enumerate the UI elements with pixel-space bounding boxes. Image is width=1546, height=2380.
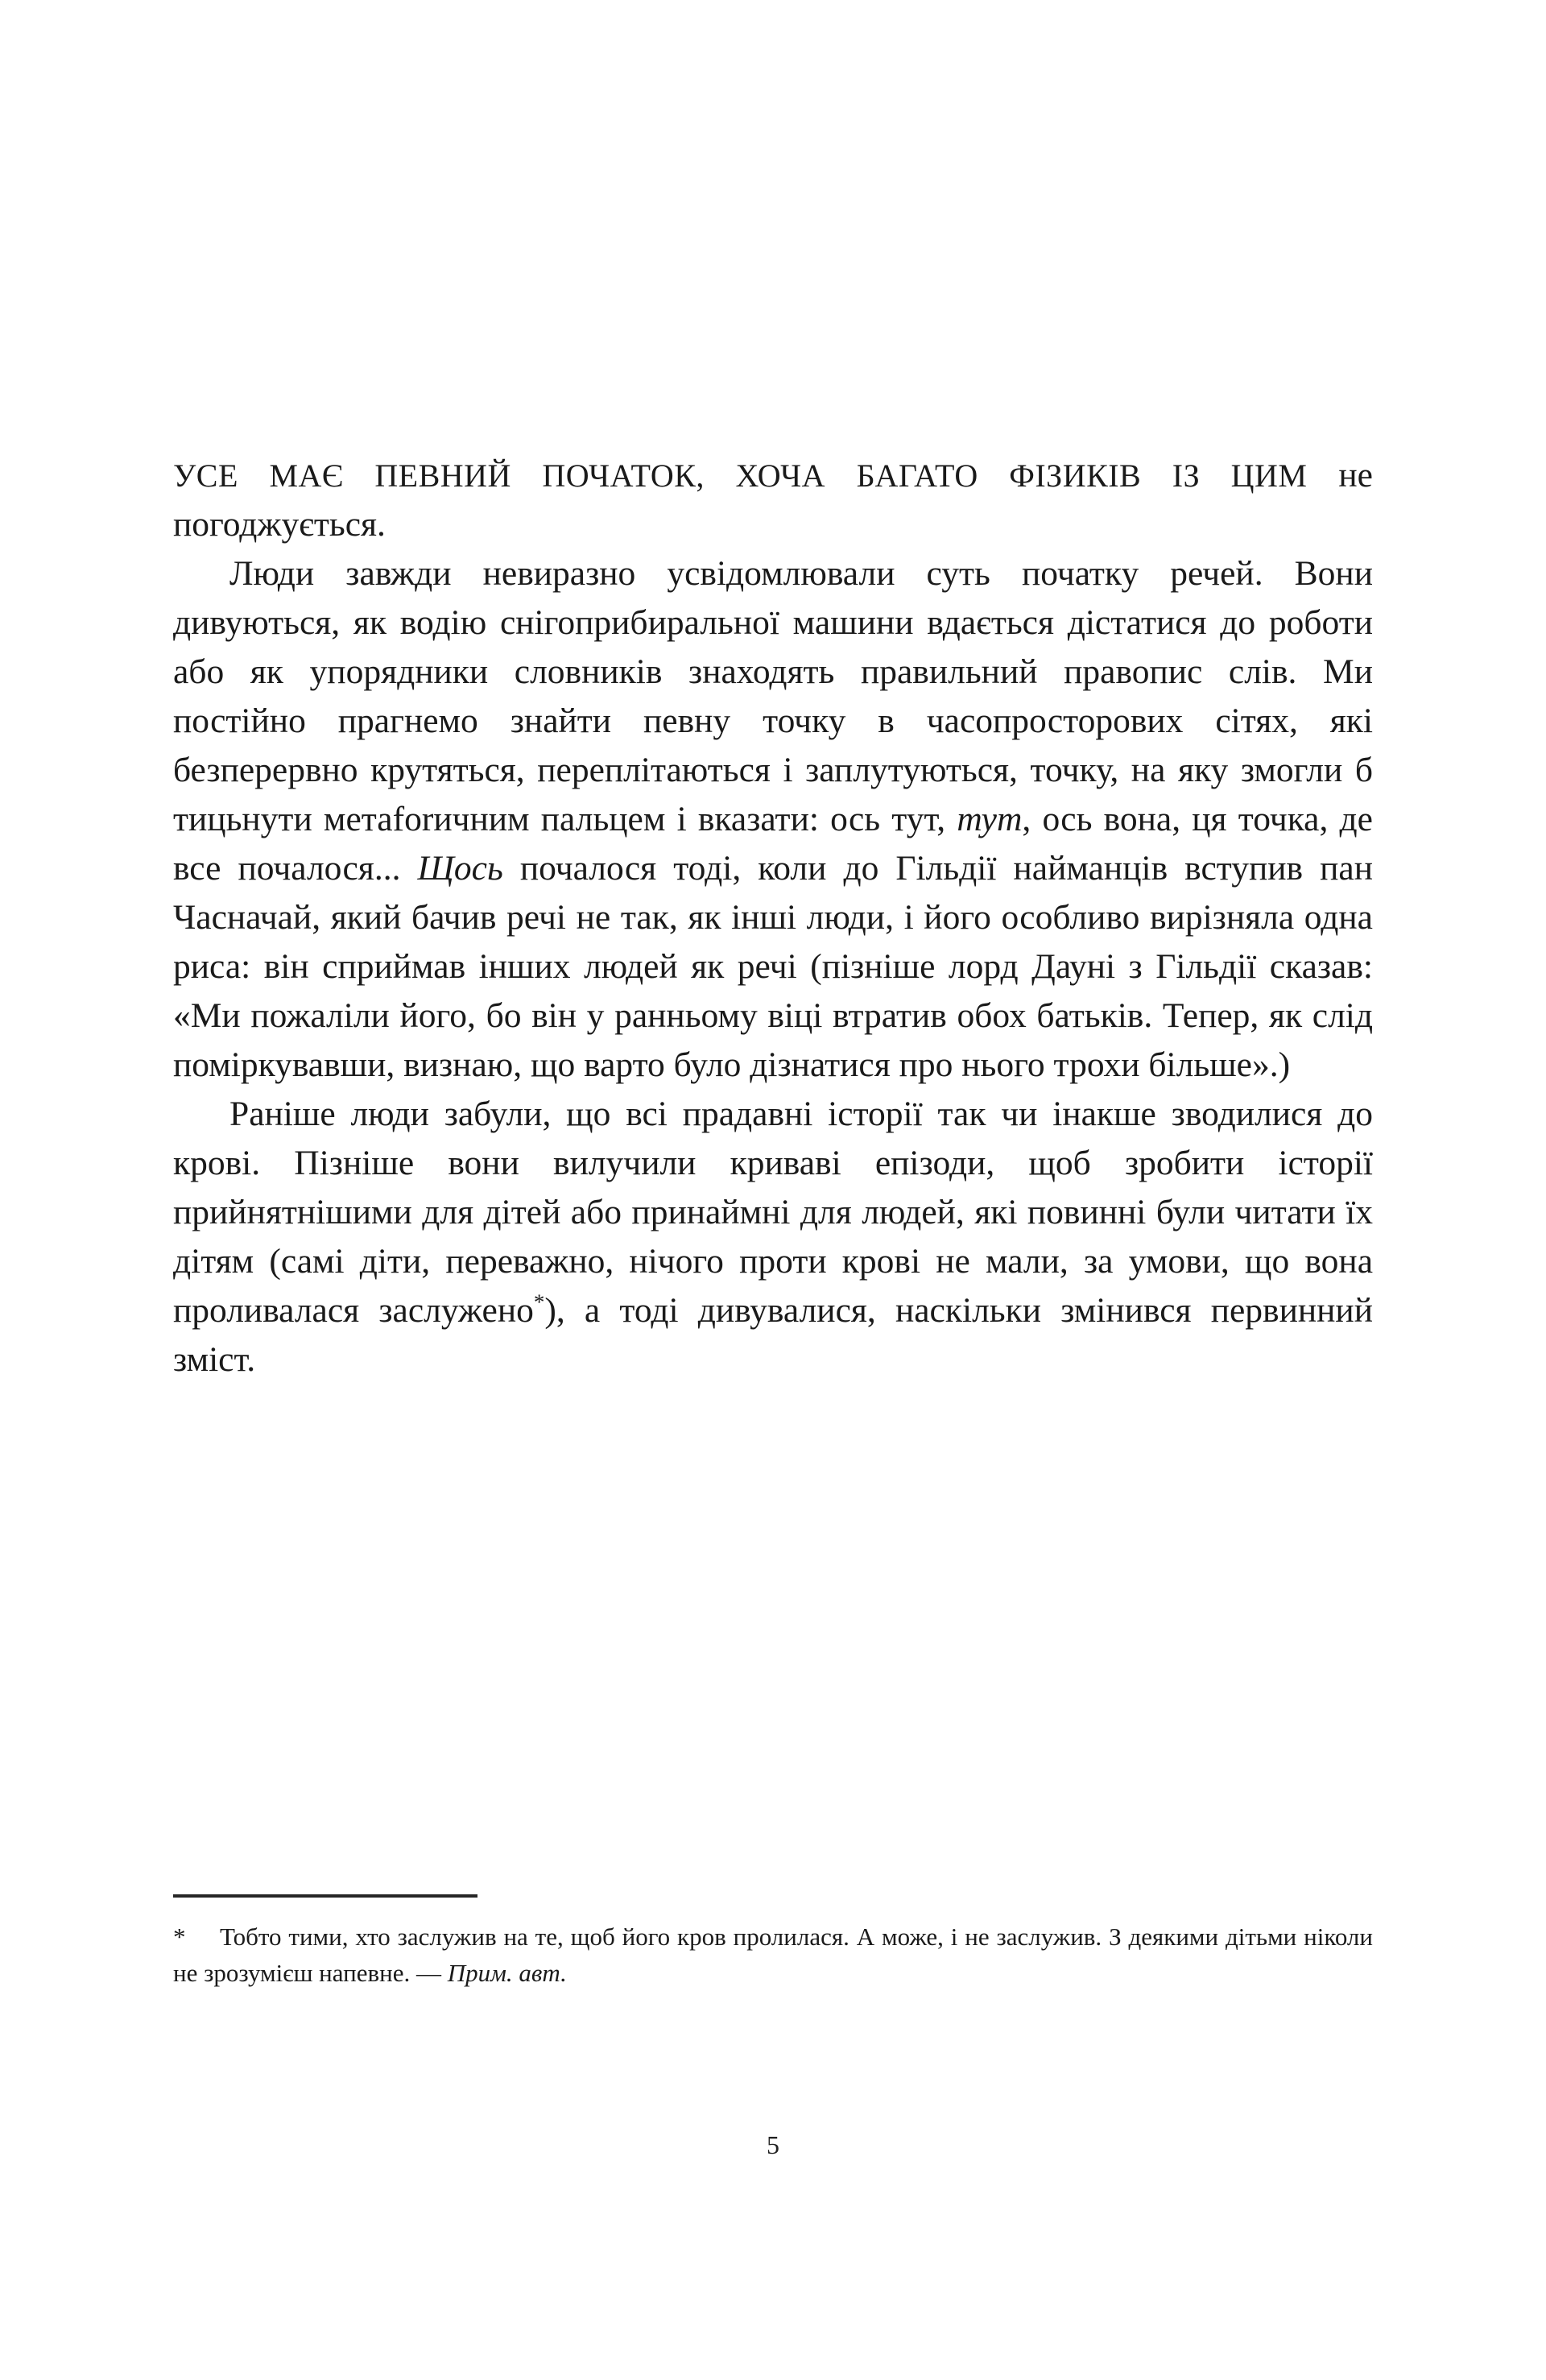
footnote-area (173, 1894, 1373, 1991)
paragraph-two-segment-a: Люди завжди невиразно усвідомлювали суть початку речей. Вони дивуються, як водію снігоприбиральної машини вдається дістатися до роботи або як упорядники словників знаходять правильний правопис слів. Ми постійно прагнемо знайти певну точку в часопросторових сітях, які безперервно крутяться, переплітаються і заплутуються, точку, на яку змогли б тицьнути метаforичним пальцем і вказати: ось тут, (173, 554, 1373, 838)
paragraph-three-segment-b: ), а тоді дивувалися, наскільки змінився первинний зміст. (173, 1291, 1373, 1379)
opening-remainder: не погоджується. (173, 456, 1373, 544)
paragraph-two-segment-c: почалося тоді, коли до Гільдії найманців вступив пан Часначай, який бачив речі не так, як інші люди, і його особливо вирізняла одна риса: він сприймав інших людей як речі (пізніше лорд Дауні з Гільдії сказав: «Ми пожаліли його, бо він у ранньому віці втратив обох батьків. Тепер, як слід поміркувавши, визнаю, що варто було дізнатися про нього трохи більше».) (173, 849, 1373, 1084)
opening-paragraph (173, 451, 1373, 549)
opening-small-caps: УСЕ МАЄ ПЕВНИЙ ПОЧАТОК, ХОЧА БАГАТО ФІЗИКІВ ІЗ ЦИМ (173, 457, 1308, 494)
footnote-body-text: Тобто тими, хто заслужив на те, щоб його кров пролилася. А може, і не заслужив. З деякими дітьми ніколи не зрозумієш напевне. — (173, 1923, 1373, 1987)
paragraph-two-segment-b: , ось вона, ця точка, де все почалося... (173, 800, 1373, 888)
paragraph-three (173, 1090, 1373, 1385)
page-number: 5 (767, 2130, 779, 2159)
paragraph-three-segment-a: Раніше люди забули, що всі прадавні історії так чи інакше зводилися до крові. Пізніше вони вилучили криваві епізоди, щоб зробити історії прийнятнішими для дітей або принаймні для людей, які повинні були читати їх дітям (самі діти, переважно, нічого проти крові не мали, за умови, що вона проливалася заслужено (173, 1095, 1373, 1330)
main-text-block (173, 451, 1373, 1385)
emphasis-tut: тут (957, 800, 1023, 838)
footnote-reference-marker[interactable]: * (533, 1289, 545, 1314)
footnote-entry (173, 1918, 1373, 1991)
footnote-attribution: Прим. авт. (447, 1959, 567, 1987)
footnote-separator-rule (173, 1894, 477, 1898)
paragraph-two (173, 549, 1373, 1090)
footnote-marker: * (173, 1923, 186, 1951)
emphasis-schos: Щось (417, 849, 503, 888)
